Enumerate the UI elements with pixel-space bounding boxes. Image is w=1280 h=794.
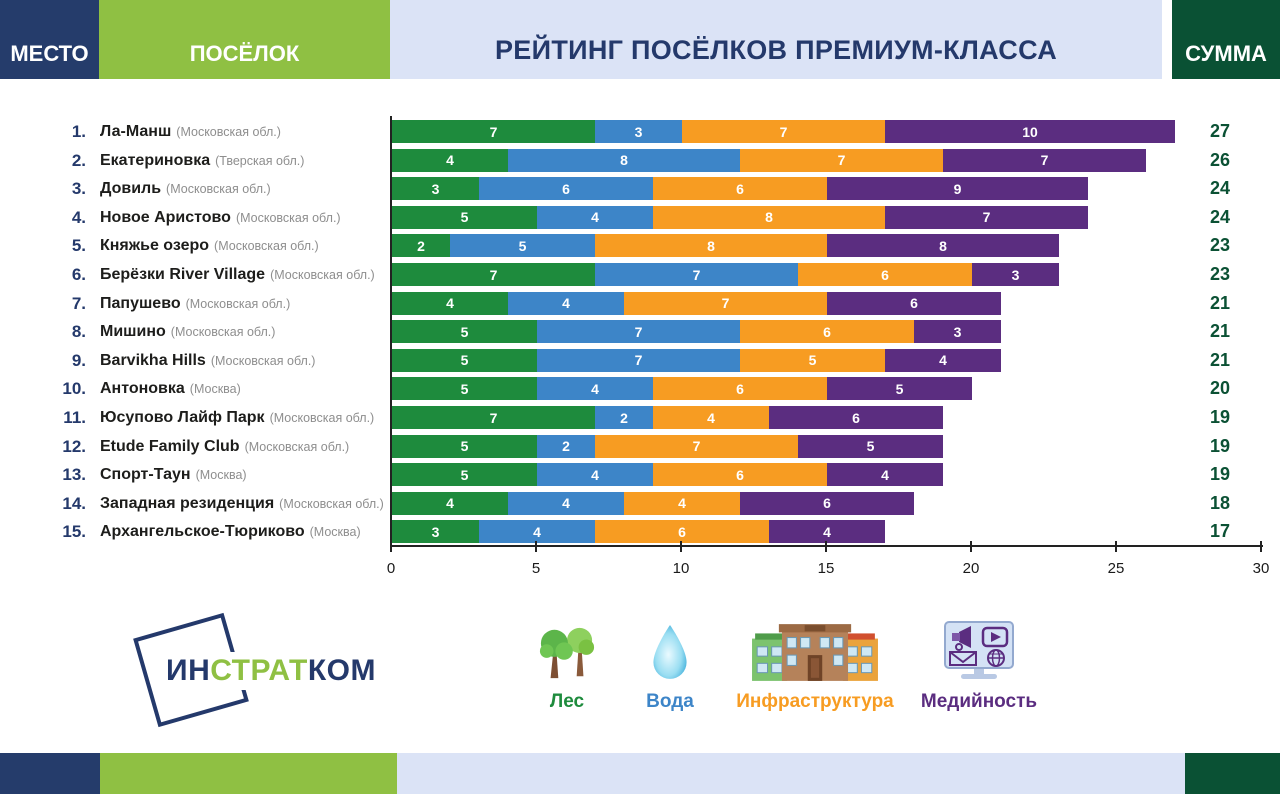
footer-navy-band <box>0 753 100 794</box>
place-label-text: МЕСТО <box>10 41 89 66</box>
legend-label-voda: Вода <box>646 691 694 712</box>
logo-text-part: ИН <box>166 654 211 687</box>
bar-segment-infra <box>798 263 972 286</box>
logo-text-part: СТРАТ <box>210 654 308 687</box>
segment-value: 7 <box>1040 152 1049 169</box>
village-name: Западная резиденция <box>100 494 275 512</box>
bar-segment-media <box>827 463 943 486</box>
rank-label: 4. <box>71 207 86 227</box>
bar-segment-les <box>392 234 450 257</box>
page-title-text: РЕЙТИНГ ПОСЁЛКОВ ПРЕМИУМ-КЛАССА <box>495 35 1057 65</box>
segment-value: 10 <box>1022 123 1038 140</box>
segment-value: 6 <box>852 409 860 426</box>
footer-green-band <box>100 753 397 794</box>
bar-segment-media <box>798 435 943 458</box>
segment-value: 7 <box>837 152 846 169</box>
segment-value: 4 <box>446 295 454 312</box>
x-axis-tick-label: 10 <box>672 560 690 577</box>
stacked-bar <box>392 206 1088 229</box>
bar-segment-voda <box>537 377 653 400</box>
village-label-text: ПОСЁЛОК <box>189 41 300 66</box>
segment-value: 2 <box>620 409 628 426</box>
x-axis-tick-label: 25 <box>1107 560 1125 577</box>
water-drop-icon <box>590 616 750 682</box>
logo-text <box>162 652 380 690</box>
row-total: 20 <box>1209 378 1231 399</box>
segment-value: 7 <box>692 438 701 455</box>
rank-label: 7. <box>71 293 86 313</box>
bar-segment-media <box>827 234 1059 257</box>
x-axis-tick <box>680 541 682 552</box>
stacked-bar <box>392 377 972 400</box>
legend-item-infra <box>735 616 895 713</box>
buildings-icon <box>735 616 895 682</box>
chart-row <box>0 206 1280 229</box>
bar-segment-voda <box>595 120 682 143</box>
segment-value: 4 <box>533 523 541 540</box>
village-name: Антоновка <box>100 380 185 398</box>
chart-row <box>0 320 1280 343</box>
village-name: Новое Аристово <box>100 208 231 226</box>
bar-segment-infra <box>653 463 827 486</box>
bar-segment-les <box>392 177 479 200</box>
bar-segment-infra <box>653 206 885 229</box>
village-name: Екатериновка <box>100 151 211 169</box>
village-name-cell <box>100 406 392 430</box>
segment-value: 5 <box>518 237 527 254</box>
segment-value: 6 <box>881 266 889 283</box>
segment-value: 2 <box>562 438 570 455</box>
bar-segment-infra <box>653 177 827 200</box>
bar-segment-media <box>827 292 1001 315</box>
segment-value: 6 <box>736 380 744 397</box>
rank-label: 12. <box>62 436 86 456</box>
segment-value: 6 <box>562 180 570 197</box>
rank-label: 9. <box>71 350 86 370</box>
segment-value: 8 <box>939 237 947 254</box>
bar-segment-les <box>392 263 595 286</box>
row-total: 26 <box>1209 149 1231 170</box>
bar-segment-media <box>885 349 1001 372</box>
x-axis-tick-label: 30 <box>1252 560 1270 577</box>
bar-segment-les <box>392 520 479 543</box>
bar-segment-voda <box>595 406 653 429</box>
x-axis-tick <box>825 541 827 552</box>
bar-segment-infra <box>740 320 914 343</box>
bar-segment-voda <box>595 263 798 286</box>
village-region: (Московская обл.) <box>166 182 271 197</box>
chart-row <box>0 406 1280 429</box>
x-axis-tick <box>390 541 392 552</box>
stacked-bar <box>392 492 914 515</box>
stacked-bar <box>392 349 1001 372</box>
rank-label: 5. <box>71 236 86 256</box>
footer-lightblue-band <box>397 753 1185 794</box>
stacked-bar <box>392 463 943 486</box>
bar-segment-media <box>740 492 914 515</box>
bar-segment-infra <box>740 149 943 172</box>
sum-label-text: СУММА <box>1185 41 1267 66</box>
row-total: 21 <box>1209 292 1231 313</box>
segment-value: 5 <box>895 380 904 397</box>
village-name-cell <box>100 349 392 373</box>
bar-segment-les <box>392 463 537 486</box>
chart-row <box>0 177 1280 200</box>
village-region: (Москва) <box>309 525 361 540</box>
x-axis-tick <box>1260 541 1262 552</box>
bar-segment-infra <box>740 349 885 372</box>
village-name: Княжье озеро <box>100 237 210 255</box>
village-region: (Московская обл.) <box>279 496 384 511</box>
stacked-bar <box>392 320 1001 343</box>
stacked-bar <box>392 177 1088 200</box>
segment-value: 3 <box>953 323 962 340</box>
bar-segment-voda <box>537 206 653 229</box>
stacked-bar <box>392 520 885 543</box>
stacked-bar <box>392 292 1001 315</box>
village-name-cell <box>100 377 392 401</box>
stacked-bar <box>392 234 1059 257</box>
bar-segment-les <box>392 492 508 515</box>
segment-value: 4 <box>591 209 599 226</box>
village-name-cell <box>100 206 392 230</box>
segment-value: 5 <box>460 466 469 483</box>
rank-label: 15. <box>62 522 86 542</box>
bar-segment-les <box>392 320 537 343</box>
chart-row <box>0 349 1280 372</box>
bar-segment-voda <box>450 234 595 257</box>
segment-value: 3 <box>1011 266 1020 283</box>
row-total: 17 <box>1209 521 1231 542</box>
chart-row <box>0 463 1280 486</box>
segment-value: 7 <box>721 295 730 312</box>
segment-value: 5 <box>460 323 469 340</box>
row-total: 19 <box>1209 435 1231 456</box>
chart-row <box>0 492 1280 515</box>
village-region: (Москва) <box>189 382 241 397</box>
village-region: (Московская обл.) <box>170 325 276 340</box>
bar-segment-les <box>392 292 508 315</box>
village-name: Папушево <box>100 294 181 312</box>
village-name: Архангельское-Тюриково <box>100 523 305 541</box>
legend-label-infra: Инфраструктура <box>736 691 894 712</box>
segment-value: 3 <box>634 123 643 140</box>
legend-item-media <box>899 616 1059 713</box>
segment-value: 4 <box>562 295 570 312</box>
chart-row <box>0 263 1280 286</box>
village-name-cell <box>100 520 392 544</box>
x-axis-tick-label: 15 <box>817 560 835 577</box>
bar-segment-les <box>392 349 537 372</box>
segment-value: 6 <box>823 323 831 340</box>
chart-row <box>0 234 1280 257</box>
segment-value: 4 <box>678 495 686 512</box>
rank-label: 11. <box>63 408 86 427</box>
bar-segment-infra <box>595 520 769 543</box>
village-name-cell <box>100 435 392 459</box>
village-name: Etude Family Club <box>100 437 240 455</box>
village-name-cell <box>100 177 392 201</box>
segment-value: 9 <box>953 180 962 197</box>
row-total: 23 <box>1209 264 1231 284</box>
village-region: (Московская обл.) <box>185 296 291 311</box>
segment-value: 6 <box>678 523 686 540</box>
bar-segment-voda <box>508 149 740 172</box>
segment-value: 5 <box>808 352 817 369</box>
segment-value: 4 <box>881 466 889 483</box>
village-region: (Московская обл.) <box>210 353 316 368</box>
bar-segment-voda <box>537 435 595 458</box>
rank-label: 6. <box>71 265 86 284</box>
bar-segment-voda <box>508 292 624 315</box>
village-name-cell <box>100 149 392 173</box>
segment-value: 4 <box>446 152 454 169</box>
segment-value: 4 <box>591 466 599 483</box>
chart-row <box>0 292 1280 315</box>
village-name: Мишино <box>100 323 166 341</box>
x-axis-tick-label: 0 <box>386 560 396 577</box>
stacked-bar <box>392 263 1059 286</box>
row-total: 24 <box>1209 206 1231 227</box>
segment-value: 6 <box>736 466 744 483</box>
village-region: (Московская обл.) <box>176 125 281 139</box>
segment-value: 3 <box>431 180 440 197</box>
segment-value: 4 <box>562 495 570 512</box>
segment-value: 7 <box>982 209 991 226</box>
bar-segment-infra <box>595 435 798 458</box>
bar-segment-infra <box>682 120 885 143</box>
legend-label-les: Лес <box>549 691 585 712</box>
y-axis-line <box>390 116 392 546</box>
bar-segment-voda <box>479 177 653 200</box>
chart-row <box>0 520 1280 543</box>
bar-segment-media <box>769 520 885 543</box>
media-monitor-icon <box>899 616 1059 682</box>
village-name-cell <box>100 120 392 144</box>
header-sum-label <box>1172 0 1280 79</box>
village-region: (Московская обл.) <box>214 239 319 254</box>
x-axis-tick-label: 5 <box>531 560 541 577</box>
segment-value: 4 <box>939 352 947 369</box>
segment-value: 7 <box>634 352 643 369</box>
bar-segment-voda <box>537 320 740 343</box>
row-total: 18 <box>1209 492 1231 513</box>
segment-value: 5 <box>866 438 875 455</box>
segment-value: 7 <box>489 409 498 426</box>
rank-label: 8. <box>71 322 86 342</box>
rank-label: 14. <box>62 493 86 513</box>
village-region: (Московская обл.) <box>235 210 341 225</box>
row-total: 19 <box>1209 407 1231 427</box>
village-name: Barvikha Hills <box>100 351 206 369</box>
village-name-cell <box>100 463 392 487</box>
segment-value: 5 <box>460 380 469 397</box>
segment-value: 8 <box>707 237 715 254</box>
chart-row <box>0 377 1280 400</box>
stacked-bar <box>392 120 1175 143</box>
rank-label: 10. <box>62 379 86 399</box>
bar-segment-voda <box>508 492 624 515</box>
stacked-bar <box>392 435 943 458</box>
bar-segment-media <box>914 320 1001 343</box>
village-name-cell <box>100 263 392 287</box>
x-axis-tick-label: 20 <box>962 560 980 577</box>
bar-segment-media <box>769 406 943 429</box>
village-name: Юсупово Лайф Парк <box>100 409 265 426</box>
segment-value: 6 <box>736 180 744 197</box>
footer-darkgreen-band <box>1185 753 1280 794</box>
segment-value: 8 <box>765 209 773 226</box>
bar-segment-les <box>392 435 537 458</box>
bar-segment-media <box>885 206 1088 229</box>
x-axis-tick <box>1115 541 1117 552</box>
bar-segment-les <box>392 149 508 172</box>
village-region: (Московская обл.) <box>269 411 375 425</box>
village-name: Спорт-Таун <box>100 466 191 484</box>
village-region: (Москва) <box>195 468 247 483</box>
village-region: (Московская обл.) <box>244 439 350 454</box>
village-name-cell <box>100 292 392 316</box>
rank-label: 13. <box>62 465 86 485</box>
segment-value: 5 <box>460 438 469 455</box>
segment-value: 3 <box>431 523 440 540</box>
village-region: (Московская обл.) <box>270 268 375 282</box>
legend-item-voda <box>590 616 750 713</box>
segment-value: 8 <box>620 152 628 169</box>
segment-value: 5 <box>460 209 469 226</box>
bar-segment-media <box>827 377 972 400</box>
bar-segment-les <box>392 206 537 229</box>
bar-segment-media <box>885 120 1175 143</box>
bar-segment-voda <box>537 463 653 486</box>
rank-label: 1. <box>71 122 86 141</box>
bar-segment-media <box>972 263 1059 286</box>
bar-segment-infra <box>624 492 740 515</box>
segment-value: 6 <box>823 495 831 512</box>
village-name: Берёзки River Village <box>100 266 266 283</box>
row-total: 19 <box>1209 464 1231 485</box>
header-village-label <box>99 0 390 79</box>
segment-value: 4 <box>446 495 454 512</box>
segment-value: 7 <box>489 266 498 283</box>
row-total: 21 <box>1209 321 1231 342</box>
bar-segment-media <box>943 149 1146 172</box>
row-total: 24 <box>1209 178 1231 199</box>
segment-value: 7 <box>634 323 643 340</box>
segment-value: 4 <box>707 409 715 426</box>
bar-segment-infra <box>653 406 769 429</box>
bar-segment-les <box>392 406 595 429</box>
segment-value: 7 <box>692 266 701 283</box>
page-title <box>390 0 1162 79</box>
bar-segment-voda <box>537 349 740 372</box>
bar-segment-les <box>392 377 537 400</box>
segment-value: 7 <box>779 123 788 140</box>
row-total: 27 <box>1209 121 1231 141</box>
village-region: (Тверская обл.) <box>215 153 305 168</box>
legend-label-media: Медийность <box>920 691 1038 712</box>
chart-row <box>0 120 1280 143</box>
header-place-label <box>0 0 99 79</box>
bar-segment-infra <box>653 377 827 400</box>
x-axis-tick <box>535 541 537 552</box>
rank-label: 3. <box>71 179 86 199</box>
row-total: 21 <box>1209 349 1231 370</box>
village-name-cell <box>100 320 392 344</box>
bar-segment-infra <box>624 292 827 315</box>
rank-label: 2. <box>71 150 86 170</box>
bar-segment-les <box>392 120 595 143</box>
village-name-cell <box>100 492 392 516</box>
stacked-bar <box>392 406 943 429</box>
stacked-bar <box>392 149 1146 172</box>
bar-segment-voda <box>479 520 595 543</box>
bar-segment-infra <box>595 234 827 257</box>
village-name: Довиль <box>100 180 162 198</box>
segment-value: 6 <box>910 295 918 312</box>
village-name-cell <box>100 234 392 258</box>
bar-segment-media <box>827 177 1088 200</box>
segment-value: 2 <box>417 237 425 254</box>
chart-row <box>0 149 1280 172</box>
village-name: Ла-Манш <box>100 123 172 140</box>
segment-value: 7 <box>489 123 498 140</box>
x-axis-tick <box>970 541 972 552</box>
chart-row <box>0 435 1280 458</box>
row-total: 23 <box>1209 235 1231 256</box>
instratkom-logo <box>128 608 378 738</box>
logo-text-part: КОМ <box>307 654 376 687</box>
segment-value: 4 <box>823 523 831 540</box>
segment-value: 4 <box>591 380 599 397</box>
segment-value: 5 <box>460 352 469 369</box>
